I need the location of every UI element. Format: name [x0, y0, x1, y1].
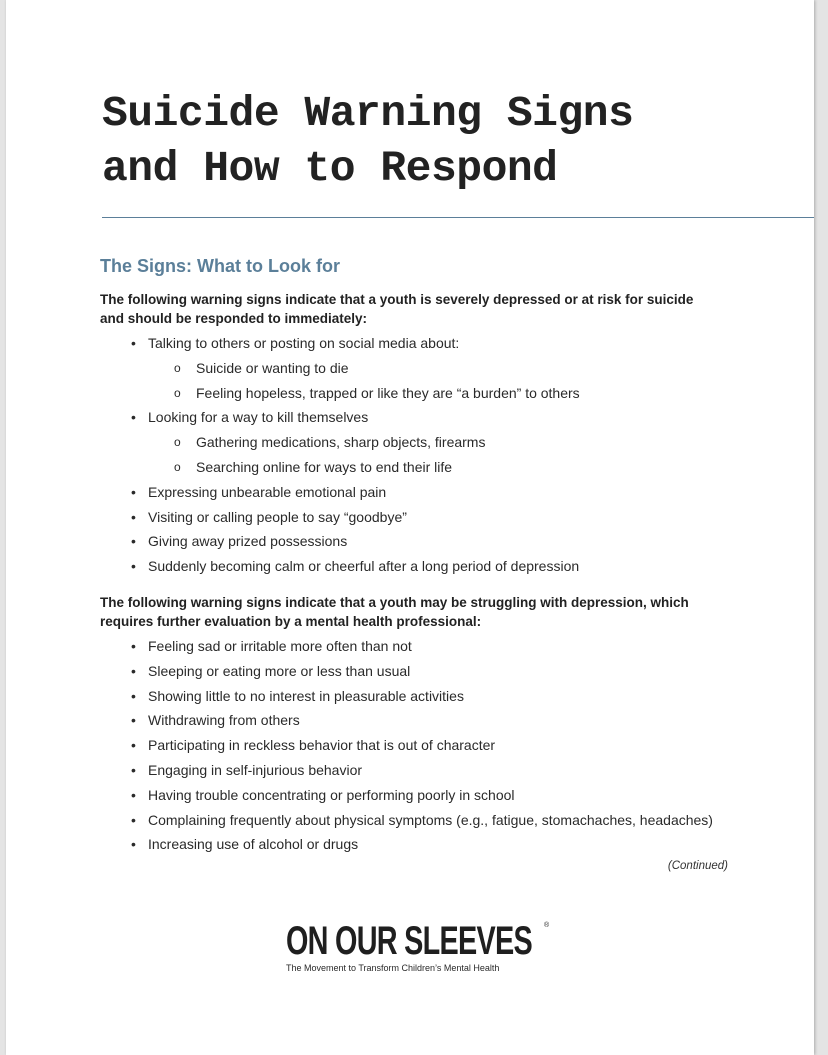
list-item: • Sleeping or eating more or less than usual [100, 659, 760, 684]
section-heading: The Signs: What to Look for [100, 256, 340, 276]
logo-wordmark: ON OUR SLEEVES [286, 919, 532, 963]
list-item: • Having trouble concentrating or performing poorly in school [100, 783, 760, 808]
document-page [6, 0, 814, 1055]
list-item: • Talking to others or posting on social media about: [100, 331, 760, 356]
intro-immediate-risk: The following warning signs indicate that a youth is severely depressed or at risk for suicide and should be responded to immediately: [100, 292, 694, 326]
list-item: • Expressing unbearable emotional pain [100, 480, 760, 505]
continued-note: (Continued) [667, 860, 728, 872]
list-item: • Engaging in self-injurious behavior [100, 758, 760, 783]
list-item: • Giving away prized possessions [100, 529, 760, 554]
list-item: • Increasing use of alcohol or drugs [100, 832, 760, 857]
title-line-1: Suicide Warning Signs [102, 89, 634, 138]
immediate-risk-signs-list [100, 331, 760, 579]
sub-list-item: o Suicide or wanting to die [100, 356, 760, 381]
list-item: • Complaining frequently about physical symptoms (e.g., fatigue, stomachaches, headaches) [100, 808, 760, 833]
list-item: • Looking for a way to kill themselves [100, 405, 760, 430]
list-item: • Showing little to no interest in pleasurable activities [100, 684, 760, 709]
logo-tagline: The Movement to Transform Children’s Mental Health [286, 963, 500, 973]
on-our-sleeves-logo [286, 920, 548, 973]
title-divider [102, 217, 814, 218]
registered-mark: ® [544, 922, 550, 929]
list-item: • Feeling sad or irritable more often than not [100, 634, 760, 659]
sub-list-item: o Gathering medications, sharp objects, firearms [100, 430, 760, 455]
intro-depression: The following warning signs indicate that a youth may be struggling with depression, which requires further evaluation by a mental health professional: [100, 595, 689, 629]
sub-list-item: o Feeling hopeless, trapped or like they are “a burden” to others [100, 381, 760, 406]
depression-signs-list [100, 634, 760, 857]
sub-list-item: o Searching online for ways to end their life [100, 455, 760, 480]
list-item: • Suddenly becoming calm or cheerful after a long period of depression [100, 554, 760, 579]
list-item: • Participating in reckless behavior that is out of character [100, 733, 760, 758]
list-item: • Visiting or calling people to say “goodbye” [100, 505, 760, 530]
list-item: • Withdrawing from others [100, 708, 760, 733]
page-title [102, 86, 633, 196]
title-line-2: and How to Respond [102, 144, 558, 193]
